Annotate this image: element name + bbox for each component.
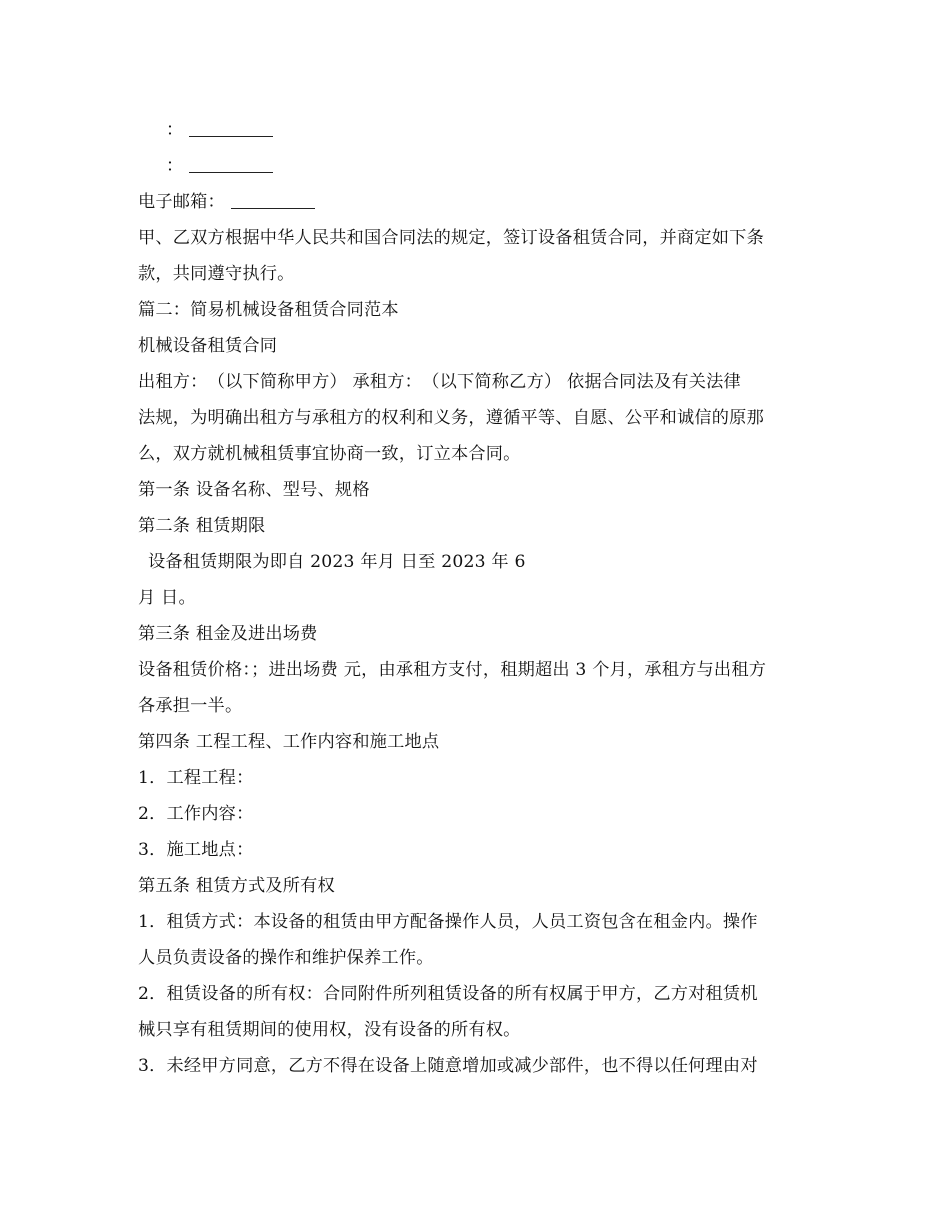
email-underline <box>231 190 315 209</box>
email-line <box>138 184 818 220</box>
article-heading: 第三条 租金及进出场费 <box>138 624 318 644</box>
section-heading: 篇二：简易机械设备租赁合同范本 <box>138 300 399 320</box>
paragraph-line: 法规，为明确出租方与承租方的权利和义务，遵循平等、自愿、公平和诚信的原那 <box>138 408 764 428</box>
paragraph-line: 款，共同遵守执行。 <box>138 264 295 284</box>
list-item: 3．未经甲方同意，乙方不得在设备上随意增加或减少部件，也不得以任何理由对 <box>138 1056 758 1076</box>
list-item: 3．施工地点： <box>138 840 254 860</box>
paragraph-line: 械只享有租赁期间的使用权，没有设备的所有权。 <box>138 1020 521 1040</box>
paragraph-line: 设备租赁价格：；进出场费 元，由承租方支付，租期超出 3 个月，承租方与出租方 <box>138 660 767 680</box>
paragraph-line: 各承担一半。 <box>138 696 243 716</box>
blank-field-line-2 <box>138 148 818 184</box>
paragraph-line: 甲、乙双方根据中华人民共和国合同法的规定，签订设备租赁合同，并商定如下条 <box>138 228 764 248</box>
blank-underline <box>189 118 273 137</box>
paragraph-line: 人员负责设备的操作和维护保养工作。 <box>138 948 434 968</box>
paragraph-line: 出租方： （以下简称甲方） 承租方： （以下简称乙方） 依据合同法及有关法律 <box>138 372 741 392</box>
list-item: 2．工作内容： <box>138 804 254 824</box>
contract-title: 机械设备租赁合同 <box>138 336 278 356</box>
blank-field-label: ： <box>166 156 184 176</box>
email-label: 电子邮箱： <box>138 192 225 212</box>
article-heading: 第二条 租赁期限 <box>138 516 266 536</box>
document-page <box>138 112 818 1084</box>
article-heading: 第五条 租赁方式及所有权 <box>138 876 335 896</box>
paragraph-line: 设备租赁期限为即自 2023 年月 日至 2023 年 6 <box>148 552 526 572</box>
list-item: 1．租赁方式：本设备的租赁由甲方配备操作人员，人员工资包含在租金内。操作 <box>138 912 758 932</box>
blank-field-label: ： <box>166 120 184 140</box>
paragraph-line: 月 日。 <box>138 588 196 608</box>
blank-field-line-1 <box>138 112 818 148</box>
article-heading: 第四条 工程工程、工作内容和施工地点 <box>138 732 440 752</box>
blank-underline <box>189 154 273 173</box>
list-item: 2．租赁设备的所有权：合同附件所列租赁设备的所有权属于甲方，乙方对租赁机 <box>138 984 758 1004</box>
paragraph-line: 么，双方就机械租赁事宜协商一致，订立本合同。 <box>138 444 521 464</box>
list-item: 1．工程工程： <box>138 768 254 788</box>
article-heading: 第一条 设备名称、型号、规格 <box>138 480 370 500</box>
